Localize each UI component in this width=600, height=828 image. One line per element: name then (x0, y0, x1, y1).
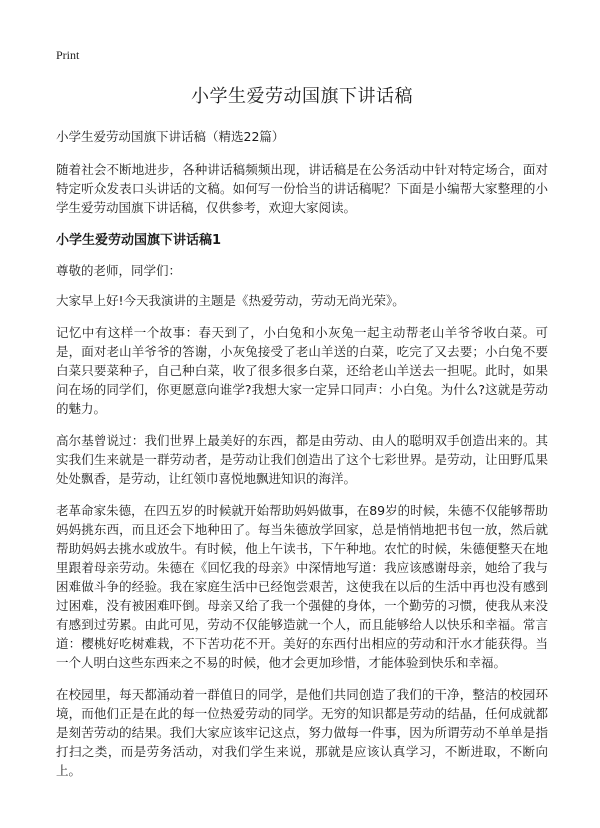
document-subtitle: 小学生爱劳动国旗下讲话稿（精选22篇） (56, 129, 285, 144)
body-paragraph-campus: 在校园里，每天都涌动着一群值日的同学，是他们共同创造了我们的干净，整洁的校园环境，而他们正是在此的每一位热爱劳动的同学。无穷的知识都是劳动的结晶，任何成就都是刻苦劳动的结果。我们大家应该牢记这点，努力做每一件事，因为所谓劳动不单单是指打扫之类，而是劳务活动，对我们学生来说，那就是应该认真学习，不断进取，不断向上。 (56, 687, 548, 778)
opening-line: 大家早上好!今天我演讲的主题是《热爱劳动，劳动无尚光荣》。 (56, 293, 405, 308)
section-heading: 小学生爱劳动国旗下讲话稿1 (56, 233, 222, 248)
body-paragraph-zhude: 老革命家朱德，在四五岁的时候就开始帮助妈妈做事，在89岁的时候，朱德不仅能够帮助妈妈挑东西，而且还会下地种田了。每当朱德放学回家，总是悄悄地把书包一放，然后就帮助妈妈去挑水或放牛。有时候，他上午读书，下午种地。农忙的时候，朱德便整天在地里跟着母亲劳动。朱德在《回忆我的母亲》中深情地写道：我应该感谢母亲，她给了我与困难做斗争的经验。我在家庭生活中已经饱尝艰苦，这使我在以后的生活中再也没有感到过困难，没有被困难吓倒。母亲又给了我一个强健的身体，一个勤劳的习惯，使我从来没有感到过劳累。由此可见，劳动不仅能够造就一个人，而且能够给人以快乐和幸福。常言道：樱桃好吃树难栽，不下苦功花不开。美好的东西付出相应的劳动和汗水才能获得。当一个人明白这些东西来之不易的时候，他才会更加珍惜，才能体验到快乐和幸福。 (56, 503, 548, 670)
intro-paragraph: 随着社会不断地进步，各种讲话稿频频出现，讲话稿是在公务活动中针对特定场合，面对特定听众发表口头讲话的文稿。如何写一份恰当的讲话稿呢？下面是小编帮大家整理的小学生爱劳动国旗下讲话稿，仅供参考，欢迎大家阅读。 (56, 162, 548, 215)
page-title: 小学生爱劳动国旗下讲话稿 (191, 86, 413, 107)
print-link[interactable]: Print (56, 48, 80, 62)
greeting-line: 尊敬的老师，同学们： (56, 263, 182, 278)
document-page (56, 44, 548, 780)
body-paragraph-story: 记忆中有这样一个故事：春天到了，小白兔和小灰兔一起主动帮老山羊爷爷收白菜。可是，面对老山羊爷爷的答谢，小灰兔接受了老山羊送的白菜，吃完了又去要；小白兔不要白菜只要菜种子，自己种白菜，收了很多很多白菜，还给老山羊送去一担呢。此时，如果问在场的同学们，你更愿意向谁学?我想大家一定异口同声：小白兔。为什么?这就是劳动的魅力。 (56, 325, 548, 416)
body-paragraph-gorky: 高尔基曾说过：我们世界上最美好的东西，都是由劳动、由人的聪明双手创造出来的。其实我们生来就是一群劳动者，是劳动让我们创造出了这个七彩世界。是劳动，让田野瓜果处处飘香，是劳动，让红领巾喜悦地飘进知识的海洋。 (56, 433, 548, 486)
